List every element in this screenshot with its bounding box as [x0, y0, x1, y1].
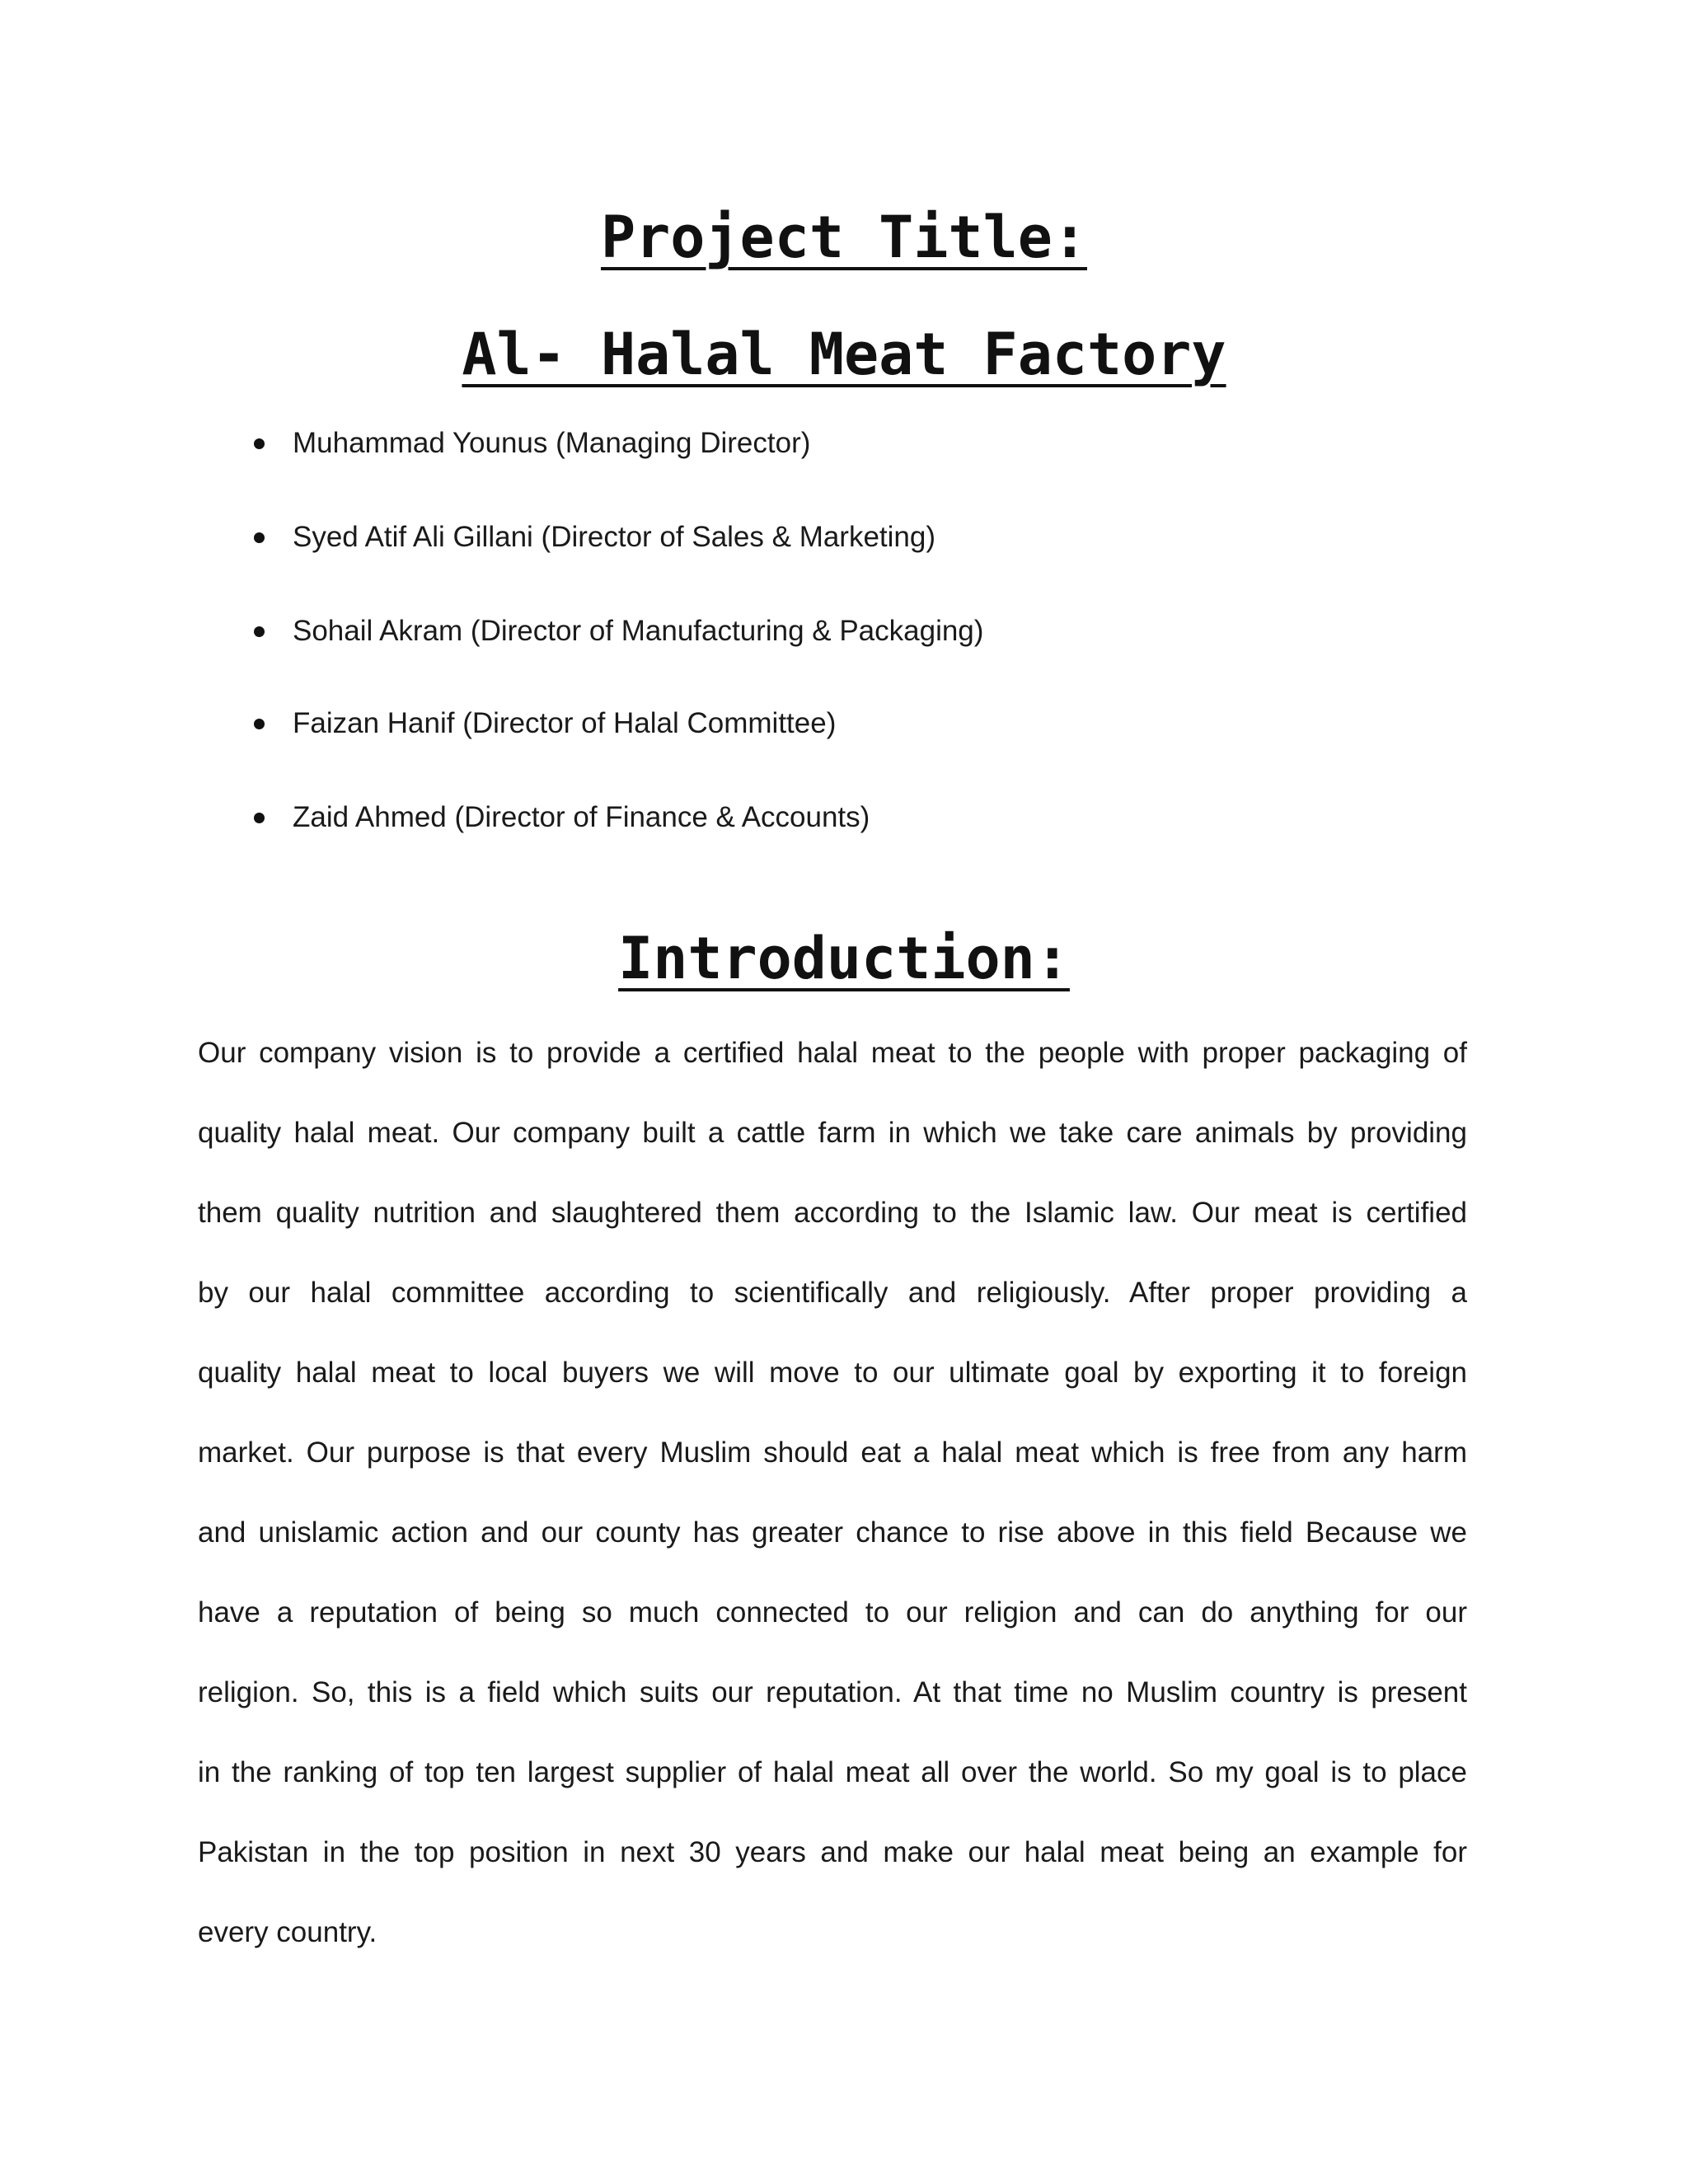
paragraph-line: by our halal committee according to scientifically and religiously. After proper providing a — [198, 1277, 1467, 1309]
bullet-icon — [254, 626, 265, 637]
paragraph-line: them quality nutrition and slaughtered them according to the Islamic law. Our meat is certified — [198, 1197, 1467, 1229]
paragraph-line: religion. So, this is a field which suits our reputation. At that time no Muslim country is present — [198, 1676, 1467, 1708]
paragraph-line: Our company vision is to provide a certified halal meat to the people with proper packaging of — [198, 1037, 1467, 1069]
paragraph-line: market. Our purpose is that every Muslim should eat a halal meat which is free from any harm — [198, 1436, 1467, 1469]
project-name: Al- Halal Meat Factory — [462, 321, 1226, 388]
team-member: Sohail Akram (Director of Manufacturing & Packaging) — [293, 607, 983, 656]
bullet-icon — [254, 438, 265, 449]
paragraph-line: have a reputation of being so much connected to our religion and can do anything for our — [198, 1596, 1467, 1629]
team-member: Faizan Hanif (Director of Halal Committee) — [293, 699, 836, 748]
paragraph-line: quality halal meat to local buyers we will move to our ultimate goal by exporting it to foreign — [198, 1357, 1467, 1389]
introduction-paragraph — [198, 1026, 1467, 1985]
paragraph-line: every country. — [198, 1916, 377, 1948]
paragraph-line: quality halal meat. Our company built a cattle farm in which we take care animals by providing — [198, 1117, 1467, 1149]
paragraph-line: Pakistan in the top position in next 30 years and make our halal meat being an example for — [198, 1836, 1467, 1868]
bullet-icon — [254, 813, 265, 823]
bullet-icon — [254, 719, 265, 729]
paragraph-line: and unislamic action and our county has greater chance to rise above in this field Because we — [198, 1516, 1467, 1549]
team-member: Zaid Ahmed (Director of Finance & Accounts) — [293, 793, 870, 842]
paragraph-line: in the ranking of top ten largest supplier of halal meat all over the world. So my goal is to place — [198, 1756, 1467, 1788]
team-member: Muhammad Younus (Managing Director) — [293, 419, 810, 468]
bullet-icon — [254, 532, 265, 543]
introduction-heading: Introduction: — [618, 925, 1070, 992]
team-member: Syed Atif Ali Gillani (Director of Sales & Marketing) — [293, 513, 935, 562]
project-title-label: Project Title: — [600, 204, 1087, 271]
